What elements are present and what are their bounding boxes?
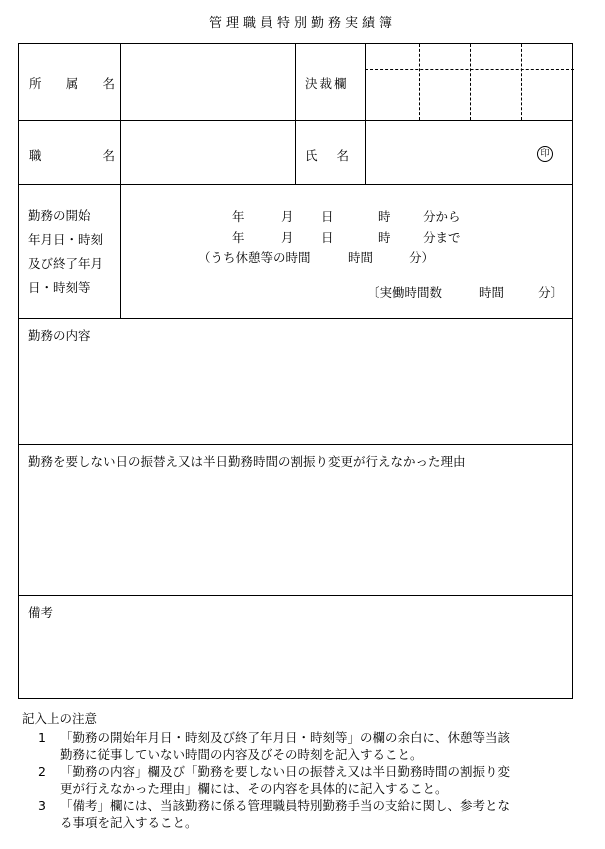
label-column-divider (120, 44, 121, 318)
work-time-label (28, 204, 103, 300)
seal-mark: 印 (537, 146, 553, 162)
reason-label: 勤務を要しない日の振替え又は半日勤務時間の割振り変更が行えなかった理由 (28, 454, 466, 469)
decision-stamp-area (365, 44, 574, 120)
label-char: 名 (102, 148, 115, 163)
note-item: 1 「勤務の開始年月日・時刻及び終了年月日・時刻等」の欄の余白に、休憩等当該 勤務に従事していない時間の内容及びその時刻を記入すること。 (38, 730, 511, 762)
position-label (29, 146, 115, 164)
label-char: 氏 (305, 148, 318, 163)
stamp-divider (521, 44, 522, 120)
label-char: 名 (336, 148, 349, 163)
name-label (305, 146, 349, 164)
work-time-label-line: 及び終了年月 (28, 256, 104, 271)
work-time-label-line: 日・時刻等 (28, 280, 91, 295)
notes-heading: 記入上の注意 (22, 711, 98, 726)
label-char: 所 (29, 76, 42, 91)
work-time-label-line: 勤務の開始 (28, 208, 91, 223)
decision-label: 決裁欄 (305, 76, 349, 91)
row-divider (19, 184, 572, 185)
record-form: 所 属 名 決裁欄 職 名 氏 名 印 勤務の開始 年月日・時刻 及び終了年月 日・時刻等 年 月 日 時 分から 年 月 日 時 分まで （うち休憩等の時間 時間 分） 〔実働時間数 時間 分〕 勤務の内容 勤務を要しない日の振替え又は半日勤務時間の割振り変更が行えなかった理由 備考 (18, 43, 573, 699)
work-content-label: 勤務の内容 (28, 328, 91, 343)
work-time-label-line: 年月日・時刻 (28, 232, 104, 247)
row-divider (19, 444, 572, 445)
label-char: 職 (29, 148, 42, 163)
row-divider (19, 318, 572, 319)
stamp-divider (470, 44, 471, 120)
note-item: 3 「備考」欄には、当該勤務に係る管理職員特別勤務手当の支給に関し、参考とな る事項を記入すること。 (38, 798, 511, 830)
remarks-label: 備考 (28, 605, 54, 620)
affiliation-label (29, 74, 115, 92)
note-item: 2 「勤務の内容」欄及び「勤務を要しない日の振替え又は半日勤務時間の割振り変 更が行えなかった理由」欄には、その内容を具体的に記入すること。 (38, 764, 511, 796)
label-char: 名 (102, 76, 115, 91)
entry-notes (22, 709, 592, 831)
column-divider (295, 44, 296, 184)
stamp-divider (419, 44, 420, 120)
label-char: 属 (65, 76, 79, 91)
row-divider (19, 595, 572, 596)
form-title: 管理職員特別勤務実績簿 (208, 16, 396, 31)
